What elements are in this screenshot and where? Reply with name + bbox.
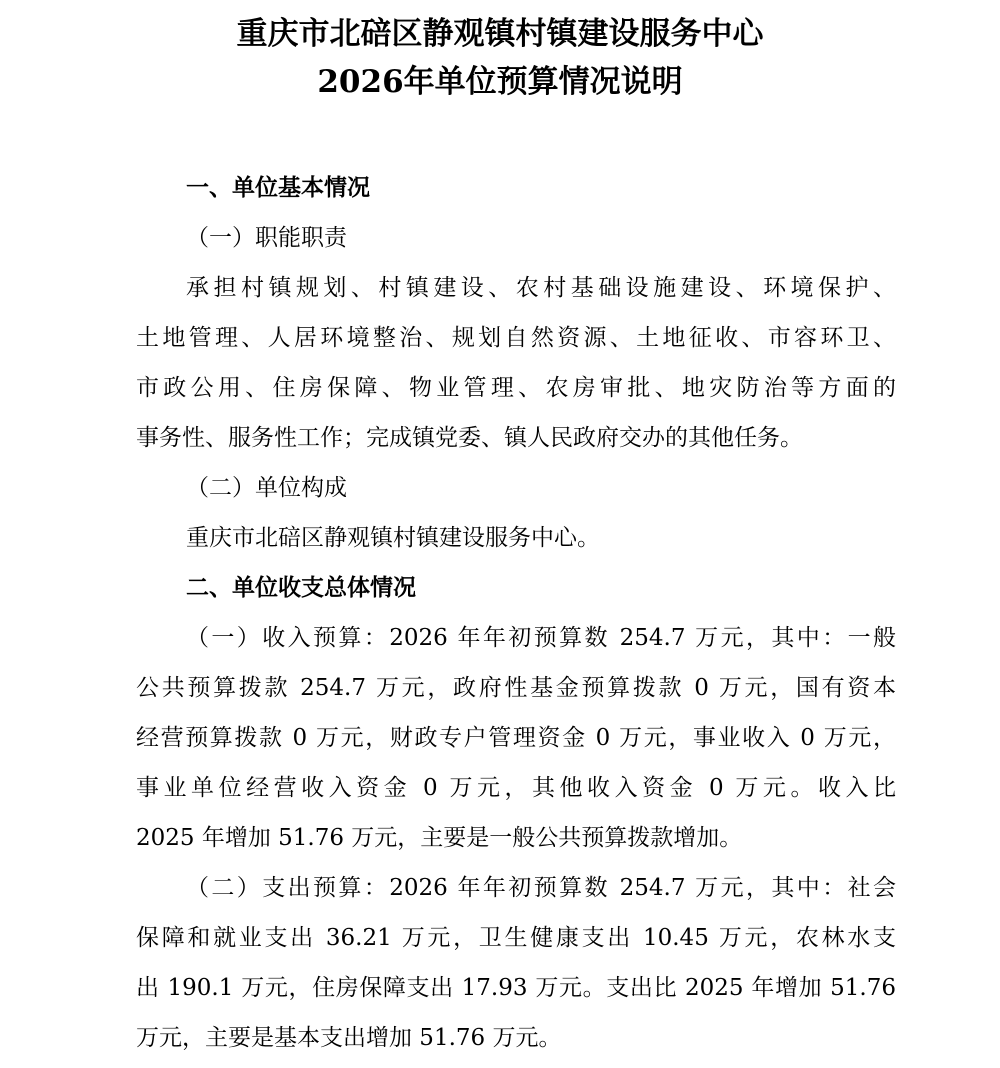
- paragraph-line: 2025 年增加 51.76 万元，主要是一般公共预算拨款增加。: [136, 825, 743, 851]
- paragraph-line: 事业单位经营收入资金 0 万元，其他收入资金 0 万元。收入比: [136, 775, 896, 801]
- section2-heading: 二、单位收支总体情况: [186, 574, 416, 601]
- paragraph-line: 出 190.1 万元，住房保障支出 17.93 万元。支出比 2025 年增加 51.76: [136, 975, 896, 1001]
- paragraph-line: 土地管理、人居环境整治、规划自然资源、土地征收、市容环卫、: [136, 325, 896, 351]
- section1-heading: 一、单位基本情况: [186, 174, 370, 201]
- paragraph-line: 2026 年年初预算数 254.7 万元，其中：一般: [389, 625, 897, 651]
- paragraph-line: 公共预算拨款 254.7 万元，政府性基金预算拨款 0 万元，国有资本: [136, 675, 896, 701]
- document-title-line1: 重庆市北碚区静观镇村镇建设服务中心: [236, 16, 764, 52]
- paragraph-line: 保障和就业支出 36.21 万元，卫生健康支出 10.45 万元，农林水支: [136, 925, 896, 951]
- paragraph-line: 市政公用、住房保障、物业管理、农房审批、地灾防治等方面的: [136, 375, 896, 401]
- paragraph-line: 重庆市北碚区静观镇村镇建设服务中心。: [186, 525, 600, 551]
- document-title-line2: 2026年单位预算情况说明: [317, 64, 683, 100]
- paragraph-line: 万元，主要是基本支出增加 51.76 万元。: [136, 1025, 562, 1051]
- paragraph-line: 承担村镇规划、村镇建设、农村基础设施建设、环境保护、: [186, 275, 896, 301]
- income-label: （一）收入预算：: [186, 625, 390, 651]
- paragraph-line: 2026 年年初预算数 254.7 万元，其中：社会: [389, 875, 897, 901]
- paragraph-line: 经营预算拨款 0 万元，财政专户管理资金 0 万元，事业收入 0 万元，: [136, 725, 896, 751]
- section1-sub1-heading: （一）职能职责: [186, 225, 347, 251]
- paragraph-line: 事务性、服务性工作；完成镇党委、镇人民政府交办的其他任务。: [136, 425, 803, 451]
- income-first-line: [186, 622, 896, 654]
- section1-sub2-heading: （二）单位构成: [186, 475, 347, 501]
- expense-first-line: [186, 872, 896, 904]
- expense-label: （二）支出预算：: [186, 875, 390, 901]
